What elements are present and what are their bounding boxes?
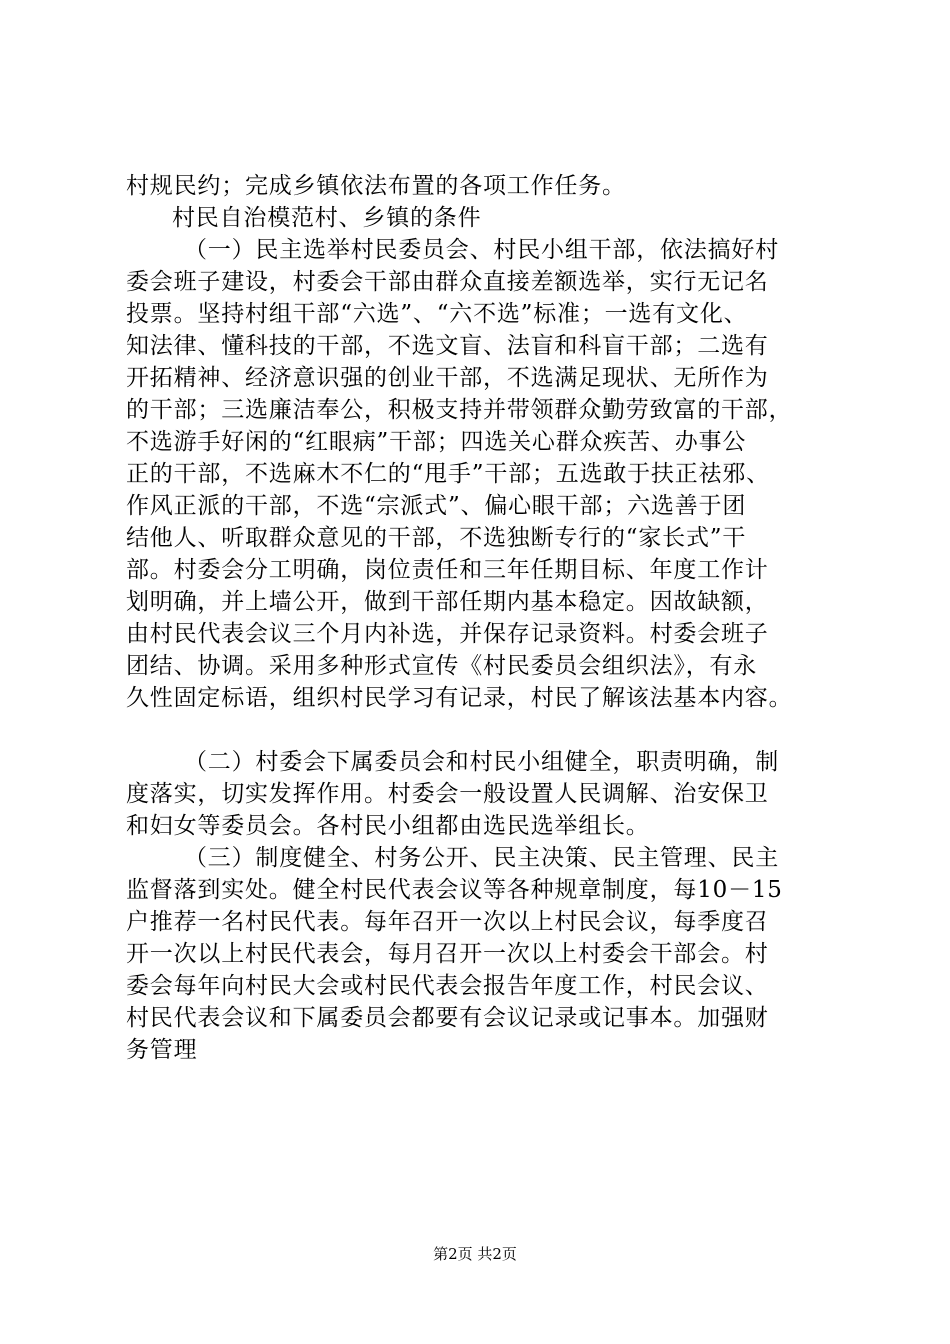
text-line: 的干部；三选廉洁奉公，积极支持并带领群众勤劳致富的干部， [126,397,793,423]
text-line: 投票。坚持村组干部“六选”、“六不选”标准；一选有文化、 [126,301,748,327]
text-line: 不选游手好闲的“红眼病”干部；四选关心群众疾苦、办事公 [126,429,747,455]
text-line: 知法律、懂科技的干部，不选文盲、法盲和科盲干部；二选有 [126,333,769,359]
text-line: 作风正派的干部，不选“宗派式”、偏心眼干部；六选善于团 [126,493,747,519]
text-line: 划明确，并上墙公开，做到干部任期内基本稳定。因故缺额， [126,589,769,615]
document-body [126,170,826,1066]
text-line: 村民代表会议和下属委员会都要有会议记录或记事本。加强财 [126,1005,769,1031]
paragraph-gap [126,714,826,746]
text-line: 由村民代表会议三个月内补选，并保存记录资料。村委会班子 [126,621,769,647]
text-line: 结他人、听取群众意见的干部，不选独断专行的“家长式”干 [126,525,747,551]
section-heading: 村民自治模范村、乡镇的条件 [172,205,482,231]
text-line: 监督落到实处。健全村民代表会议等各种规章制度，每10－15 [126,877,783,903]
text-line: 正的干部，不选麻木不仁的“甩手”干部；五选敢于扶正祛邪、 [126,461,770,487]
text-line: （二）村委会下属委员会和村民小组健全，职责明确，制 [184,749,779,775]
page-number: 第2页 共2页 [433,1245,517,1263]
text-line: 部。村委会分工明确，岗位责任和三年任期目标、年度工作计 [126,557,769,583]
text-line: 户推荐一名村民代表。每年召开一次以上村民会议，每季度召 [126,909,769,935]
text-line: 委会班子建设，村委会干部由群众直接差额选举，实行无记名 [126,269,769,295]
text-line: 务管理 [126,1037,198,1063]
text-line: 开拓精神、经济意识强的创业干部，不选满足现状、无所作为 [126,365,769,391]
text-line: 团结、协调。采用多种形式宣传《村民委员会组织法》，有永 [126,653,758,679]
text-line: （一）民主选举村民委员会、村民小组干部，依法搞好村 [184,237,779,263]
text-line: 村规民约；完成乡镇依法布置的各项工作任务。 [126,173,626,199]
text-line: 开一次以上村民代表会，每月召开一次以上村委会干部会。村 [126,941,769,967]
text-line: 委会每年向村民大会或村民代表会报告年度工作，村民会议、 [126,973,769,999]
text-line: 和妇女等委员会。各村民小组都由选民选举组长。 [126,813,650,839]
text-line: （三）制度健全、村务公开、民主决策、民主管理、民主 [184,845,779,871]
text-line: 度落实，切实发挥作用。村委会一般设置人民调解、治安保卫 [126,781,769,807]
text-line: 久性固定标语，组织村民学习有记录，村民了解该法基本内容。 [126,685,793,711]
